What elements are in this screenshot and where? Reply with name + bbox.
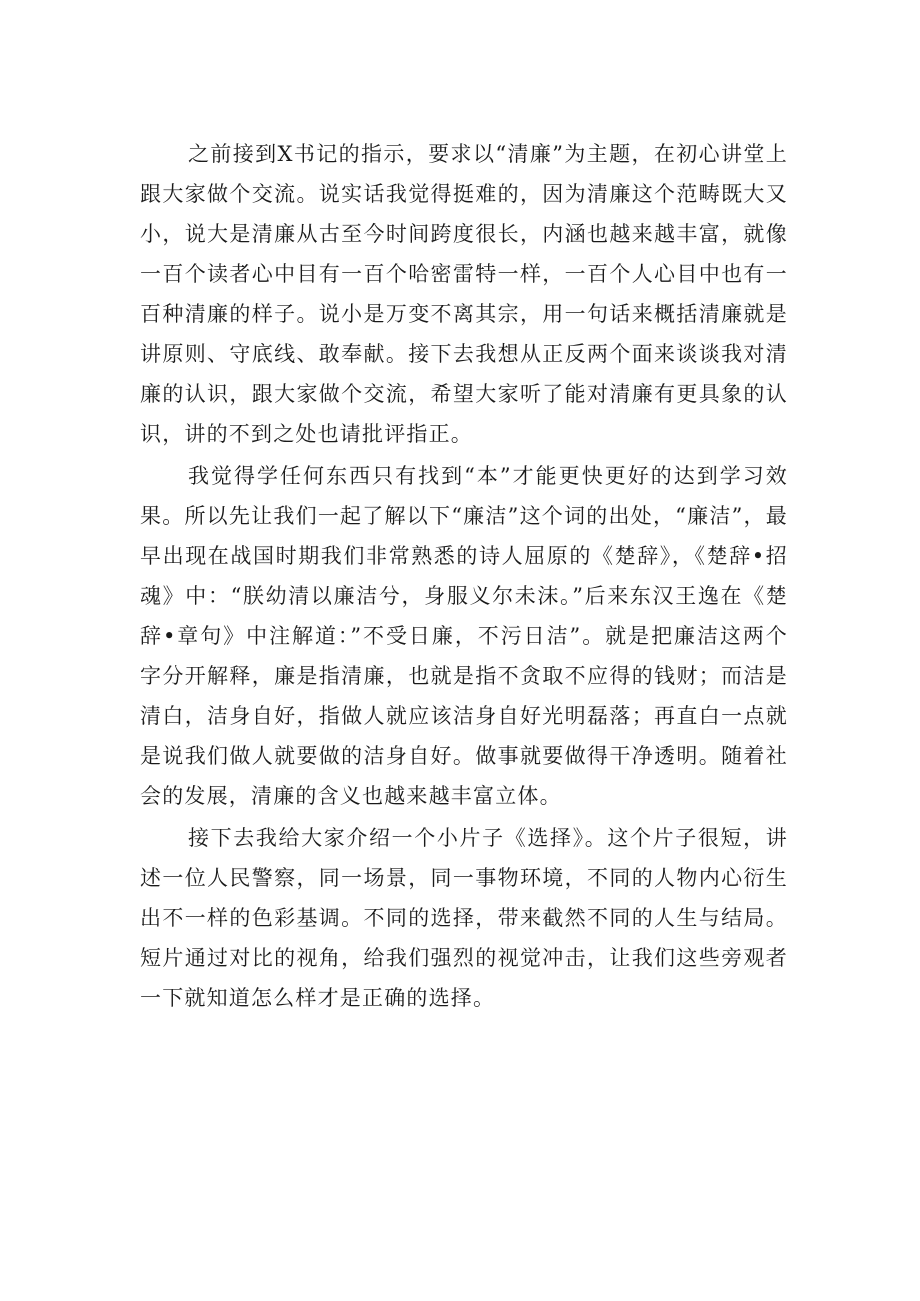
paragraph-origin-of-lianjie: 我觉得学任何东西只有找到“本”才能更快更好的达到学习效果。所以先让我们一起了解以下“廉洁”这个词的出处，“廉洁”，最早出现在战国时期我们非常熟悉的诗人屈原的《楚辞》，《楚辞•招魂》中：“朕幼清以廉洁兮，身服义尔未沫。”后来东汉王逸在《楚辞•章句》中注解道：”不受日廉，不污日洁”。就是把廉洁这两个字分开解释，廉是指清廉，也就是指不贪取不应得的钱财；而洁是清白，洁身自好，指做人就应该洁身自好光明磊落；再直白一点就是说我们做人就要做的洁身自好。做事就要做得干净透明。随着社会的发展，清廉的含义也越来越丰富立体。 xyxy=(140,464,788,808)
document-body xyxy=(140,134,788,1018)
paragraph-short-film: 接下去我给大家介绍一个小片子《选择》。这个片子很短，讲述一位人民警察，同一场景，同一事物环境，不同的人物内心衍生出不一样的色彩基调。不同的选择，带来截然不同的人生与结局。短片通过对比的视角，给我们强烈的视觉冲击，让我们这些旁观者一下就知道怎么样才是正确的选择。 xyxy=(140,826,788,1010)
paragraph-intro: 之前接到X书记的指示，要求以“清廉”为主题，在初心讲堂上跟大家做个交流。说实话我觉得挺难的，因为清廉这个范畴既大又小，说大是清廉从古至今时间跨度很长，内涵也越来越丰富，就像一百个读者心中目有一百个哈密雷特一样，一百个人心目中也有一百种清廉的样子。说小是万变不离其宗，用一句话来概括清廉就是讲原则、守底线、敢奉献。接下去我想从正反两个面来谈谈我对清廉的认识，跟大家做个交流，希望大家听了能对清廉有更具象的认识，讲的不到之处也请批评指正。 xyxy=(140,142,788,446)
